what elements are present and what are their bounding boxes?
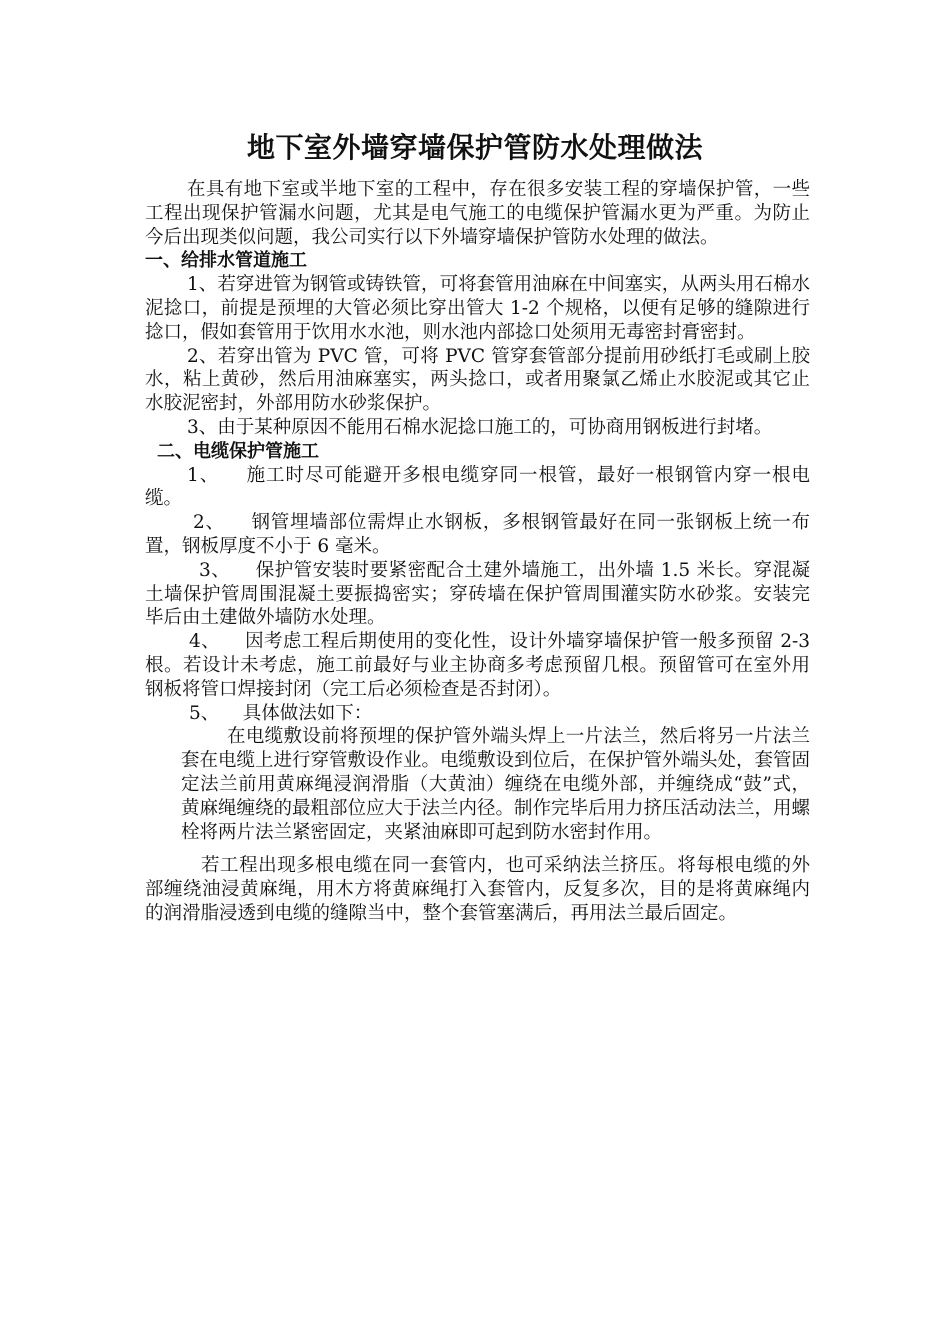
final-paragraph: 若工程出现多根电缆在同一套管内，也可采纳法兰挤压。将每根电缆的外部缠绕油浸黄麻绳，用木方将黄麻绳打入套管内，反复多次，目的是将黄麻绳内的润滑脂浸透到电缆的缝隙当中，整个套管塞满后，再用法兰最后固定。 [145, 855, 810, 924]
section-2-item-2: 2、 钢管埋墙部位需焊止水钢板，多根钢管最好在同一张钢板上统一布置，钢板厚度不小于 6 毫米。 [145, 512, 810, 557]
section-2-item-4: 4、 因考虑工程后期使用的变化性，设计外墙穿墙保护管一般多预留 2-3 根。若设计未考虑，施工前最好与业主协商多考虑预留几根。预留管可在室外用钢板将管口焊接封闭（完工后必须检查是否封闭）。 [145, 631, 816, 700]
section-2-item-1: 1、 施工时尽可能避开多根电缆穿同一根管，最好一根钢管内穿一根电缆。 [145, 464, 810, 510]
document-title: 地下室外墙穿墙保护管防水处理做法 [246, 131, 703, 164]
section-2-item-3: 3、 保护管安装时要紧密配合土建外墙施工，出外墙 1.5 米长。穿混凝土墙保护管周围混凝土要振捣密实；穿砖墙在保护管周围灌实防水砂浆。安装完毕后由土建做外墙防水处理。 [145, 559, 810, 629]
section-2-heading: 二、电缆保护管施工 [157, 440, 319, 462]
section-1-item-1: 1、若穿进管为钢管或铸铁管，可将套管用油麻在中间塞实，从两头用石棉水泥捻口，前提是预埋的大管必须比穿出管大 1-2 个规格，以便有足够的缝隙进行捻口，假如套管用于饮用水水池，则水池内部捻口处须用无毒密封膏密封。 [145, 274, 810, 343]
intro-paragraph: 在具有地下室或半地下室的工程中，存在很多安装工程的穿墙保护管，一些工程出现保护管漏水问题，尤其是电气施工的电缆保护管漏水更为严重。为防止今后出现类似问题，我公司实行以下外墙穿墙保护管防水处理的做法。 [145, 179, 810, 248]
section-1-item-2: 2、若穿出管为 PVC 管，可将 PVC 管穿套管部分提前用砂纸打毛或刷上胶水，粘上黄砂，然后用油麻塞实，两头捻口，或者用聚氯乙烯止水胶泥或其它止水胶泥密封，外部用防水砂浆保护。 [145, 345, 810, 415]
section-2-item-5: 5、 具体做法如下： [189, 702, 373, 724]
document-body [145, 178, 816, 926]
section-1-item-3: 3、由于某种原因不能用石棉水泥捻口施工的，可协商用钢板进行封堵。 [187, 416, 773, 438]
section-1-heading: 一、给排水管道施工 [145, 250, 307, 272]
method-detail-paragraph: 在电缆敷设前将预埋的保护管外端头焊上一片法兰，然后将另一片法兰套在电缆上进行穿管敷设作业。电缆敷设到位后，在保护管外端头处，套管固定法兰前用黄麻绳浸润滑脂（大黄油）缠绕在电缆外部，并缠绕成“鼓”式，黄麻绳缠绕的最粗部位应大于法兰内径。制作完毕后用力挤压活动法兰，用螺栓将两片法兰紧密固定，夹紧油麻即可起到防水密封作用。 [181, 726, 811, 843]
